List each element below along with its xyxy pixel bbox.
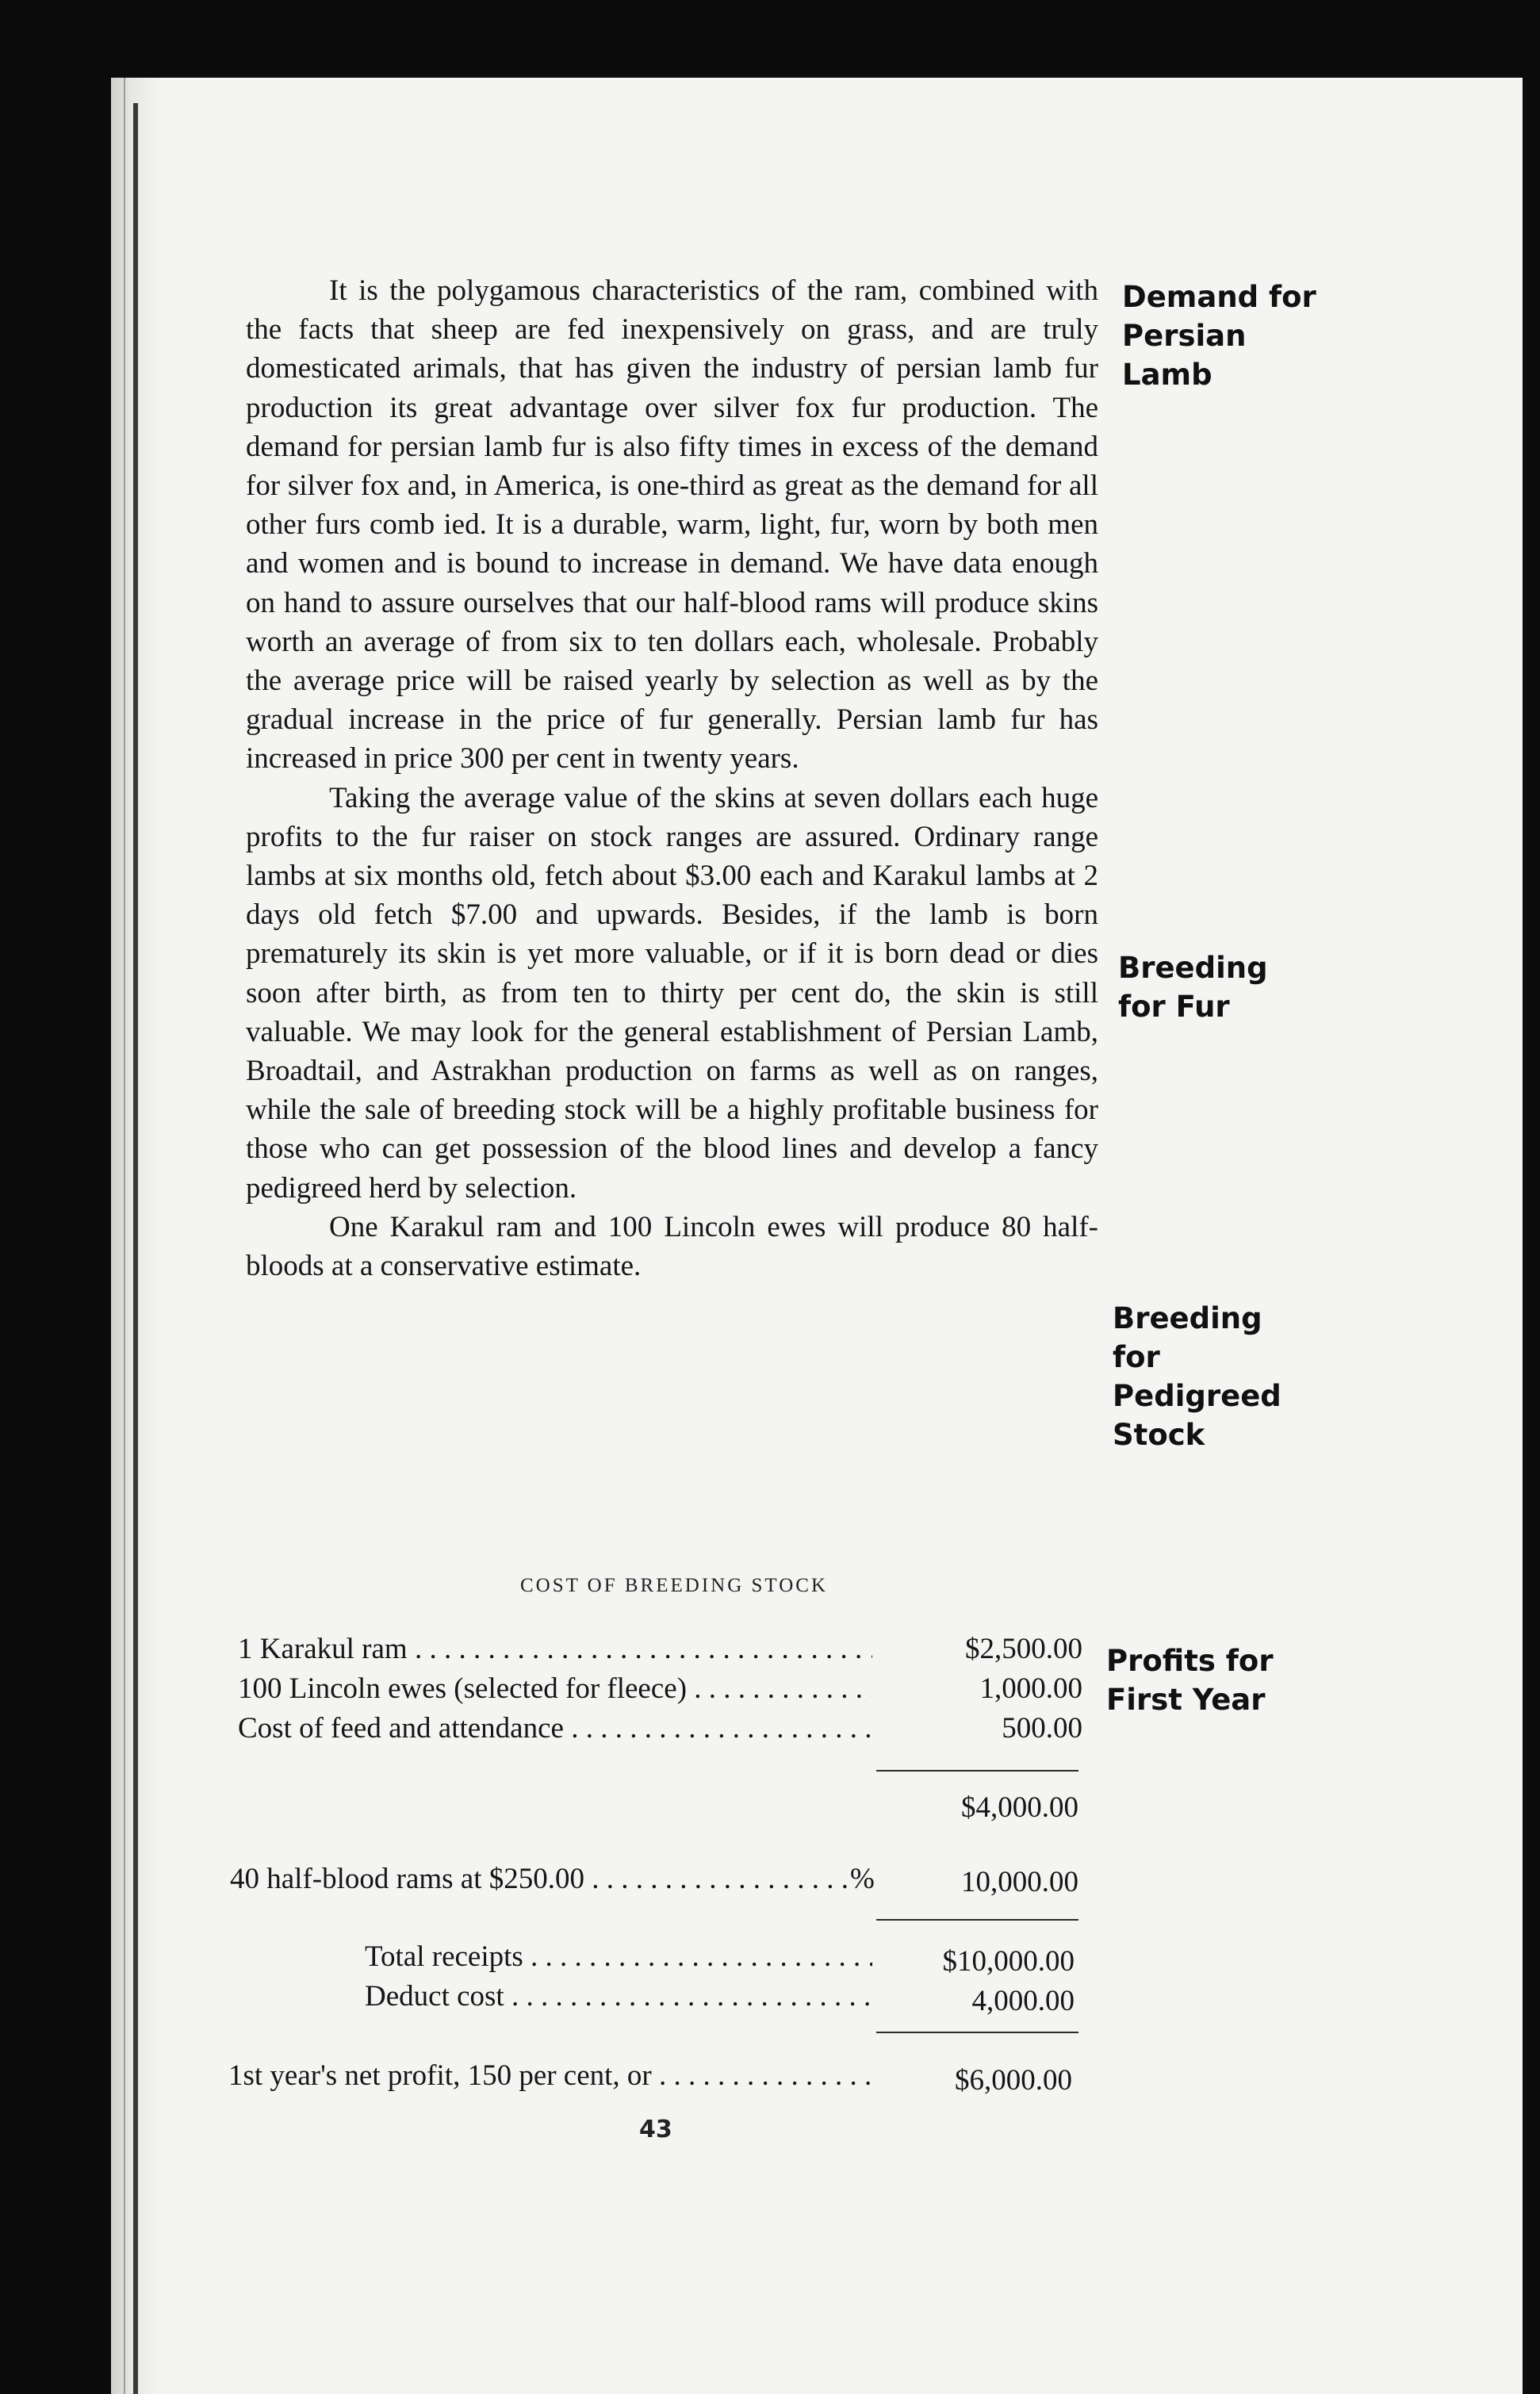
subtotal-rule xyxy=(876,1770,1078,1772)
row-label: 1 Karakul ram . . . xyxy=(238,1632,872,1666)
sidenote-line: Demand for xyxy=(1122,280,1316,314)
row-label: 100 Lincoln ewes (selected for fleece) . . . xyxy=(238,1672,872,1706)
table-row xyxy=(238,1672,872,1706)
body-text xyxy=(246,271,1098,1285)
sidenote-line: Breeding xyxy=(1113,1301,1262,1335)
table-row xyxy=(365,1979,872,2013)
sidenote-line: First Year xyxy=(1106,1683,1266,1717)
sidenote-line: Stock xyxy=(1113,1418,1205,1452)
net-amount: $6,000.00 xyxy=(955,2064,1072,2097)
row-amount: $2,500.00 xyxy=(965,1633,1082,1665)
sidenote-breeding-fur xyxy=(1118,948,1340,1026)
sidenote-line: Breeding xyxy=(1118,951,1268,985)
row-label: 1st year's net profit, 150 per cent, or . . . xyxy=(228,2059,871,2093)
sidenote-line: Lamb xyxy=(1122,358,1212,392)
row-label: Deduct cost . . . xyxy=(365,1979,872,2013)
table-row xyxy=(365,1940,872,1974)
row-amount: 4,000.00 xyxy=(971,1985,1075,2017)
binding-gutter-line xyxy=(133,103,138,2394)
sidenote-demand xyxy=(1122,278,1360,394)
page-number: 43 xyxy=(639,2116,672,2143)
row-amount: $10,000.00 xyxy=(942,1945,1075,1978)
receipts-rule xyxy=(876,1919,1078,1921)
row-amount: 1,000.00 xyxy=(979,1672,1082,1705)
row-amount: 10,000.00 xyxy=(961,1866,1078,1898)
table-row xyxy=(230,1862,849,1896)
table-title: COST OF BREEDING STOCK xyxy=(519,1575,829,1596)
sidenote-profits xyxy=(1106,1641,1312,1719)
table-row xyxy=(238,1632,872,1666)
subtotal-amount: $4,000.00 xyxy=(961,1791,1078,1824)
sidenote-line: for xyxy=(1113,1340,1160,1374)
net-rule xyxy=(876,2032,1078,2033)
row-label: Cost of feed and attendance . . . xyxy=(238,1711,872,1745)
sidenote-line: Profits for xyxy=(1106,1644,1274,1678)
paragraph-breeding: Taking the average value of the skins at seven dollars each huge profits to the fur raiser on stock ranges are assured. Ordinary range lambs at six months old, fetch about $3.00 each and Karakul lambs at 2 days old fetch $7.00 and upwards. Besides, if the lamb is born prematurely its skin is yet more valuable, or if it is born dead or dies soon after birth, as from ten to thirty per cent do, the skin is still valuable. We may look for the general establishment of Persian Lamb, Broadtail, and Astrakhan production on farms as well as on ranges, while the sale of breeding stock will be a highly profitable business for those who can get possession of the blood lines and develop a fancy pedigreed herd by selection. xyxy=(246,781,1098,1205)
sidenote-line: Persian xyxy=(1122,319,1247,353)
row-label: Total receipts . . . xyxy=(365,1940,872,1974)
table-row xyxy=(238,1711,872,1745)
row-mark: % xyxy=(850,1863,875,1895)
paragraph-estimate: One Karakul ram and 100 Lincoln ewes will produce 80 half-bloods at a conservative estimate. xyxy=(246,1210,1098,1283)
sidenote-pedigreed xyxy=(1113,1299,1319,1454)
row-label: 40 half-blood rams at $250.00 . . . xyxy=(230,1862,849,1896)
sidenote-line: Pedigreed xyxy=(1113,1379,1281,1413)
paragraph-demand: It is the polygamous characteristics of the ram, combined with the facts that sheep are fed inexpensively on grass, and are truly domesticated arimals, that has given the industry of persian lamb fur production its great advantage over silver fox fur production. The demand for persian lamb fur is also fifty times in excess of the demand for silver fox and, in America, is one-third as great as the demand for all other furs comb ied. It is a durable, warm, light, fur, worn by both men and women and is bound to increase in demand. We have data enough on hand to assure ourselves that our half-blood rams will produce skins worth an average of from six to ten dollars each, wholesale. Probably the average price will be raised yearly by selection as well as by the gradual increase in the price of fur generally. Persian lamb fur has increased in price 300 per cent in twenty years. xyxy=(246,274,1098,776)
row-amount: 500.00 xyxy=(1002,1712,1082,1745)
table-row xyxy=(228,2059,871,2093)
sidenote-line: for Fur xyxy=(1118,990,1230,1024)
binding-edge xyxy=(124,78,125,2394)
